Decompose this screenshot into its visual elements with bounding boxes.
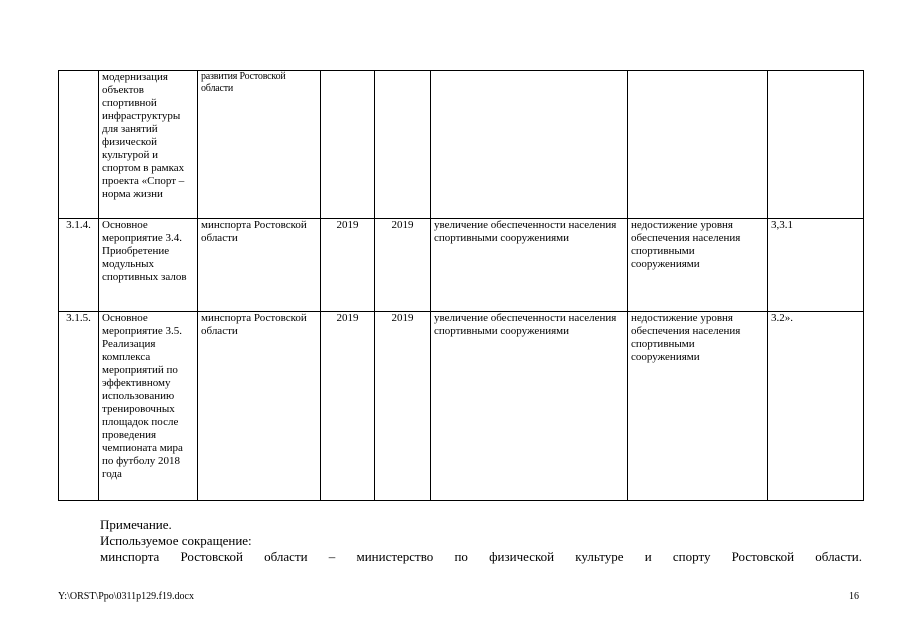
file-path: Y:\ORST\Ppo\0311p129.f19.docx: [58, 591, 194, 602]
note-title: Примечание.: [100, 517, 172, 532]
cell-start-year: [321, 71, 375, 219]
cell-consequences: [628, 71, 768, 219]
cell-indicator-link: [768, 71, 864, 219]
cell-number: [59, 71, 99, 219]
cell-executor: развития Ростовской области: [198, 71, 321, 219]
cell-end-year: 2019: [375, 312, 431, 501]
cell-start-year: 2019: [321, 219, 375, 312]
abbreviation-text: минспорта Ростовской области – министерство по физической культуре и спорту Ростовской области.: [100, 549, 862, 564]
cell-executor: минспорта Ростовской области: [198, 219, 321, 312]
cell-executor: минспорта Ростовской области: [198, 312, 321, 501]
cell-start-year: 2019: [321, 312, 375, 501]
abbreviation-heading: Используемое сокращение:: [100, 533, 252, 548]
cell-end-year: [375, 71, 431, 219]
cell-expected-result: [431, 71, 628, 219]
cell-expected-result: увеличение обеспеченности населения спортивными сооружениями: [431, 219, 628, 312]
table-row: [59, 312, 864, 501]
cell-consequences: недостижение уровня обеспечения населения спортивными сооружениями: [628, 219, 768, 312]
table-row: [59, 219, 864, 312]
cell-measure-name: Основное мероприятие 3.4. Приобретение модульных спортивных залов: [99, 219, 198, 312]
cell-end-year: 2019: [375, 219, 431, 312]
page-number: 16: [849, 591, 859, 602]
cell-number: 3.1.5.: [59, 312, 99, 501]
cell-indicator-link: 3,3.1: [768, 219, 864, 312]
cell-expected-result: увеличение обеспеченности населения спортивными сооружениями: [431, 312, 628, 501]
table-row: [59, 71, 864, 219]
cell-consequences: недостижение уровня обеспечения населения спортивными сооружениями: [628, 312, 768, 501]
cell-measure-name: Основное мероприятие 3.5. Реализация комплекса мероприятий по эффективному использованию тренировочных площадок после проведения чемпионата мира по футболу 2018 года: [99, 312, 198, 501]
measures-table: [58, 70, 864, 501]
cell-number: 3.1.4.: [59, 219, 99, 312]
cell-indicator-link: 3.2».: [768, 312, 864, 501]
cell-measure-name: модернизация объектов спортивной инфраструктуры для занятий физической культурой и спортом в рамках проекта «Спорт – норма жизни: [99, 71, 198, 219]
